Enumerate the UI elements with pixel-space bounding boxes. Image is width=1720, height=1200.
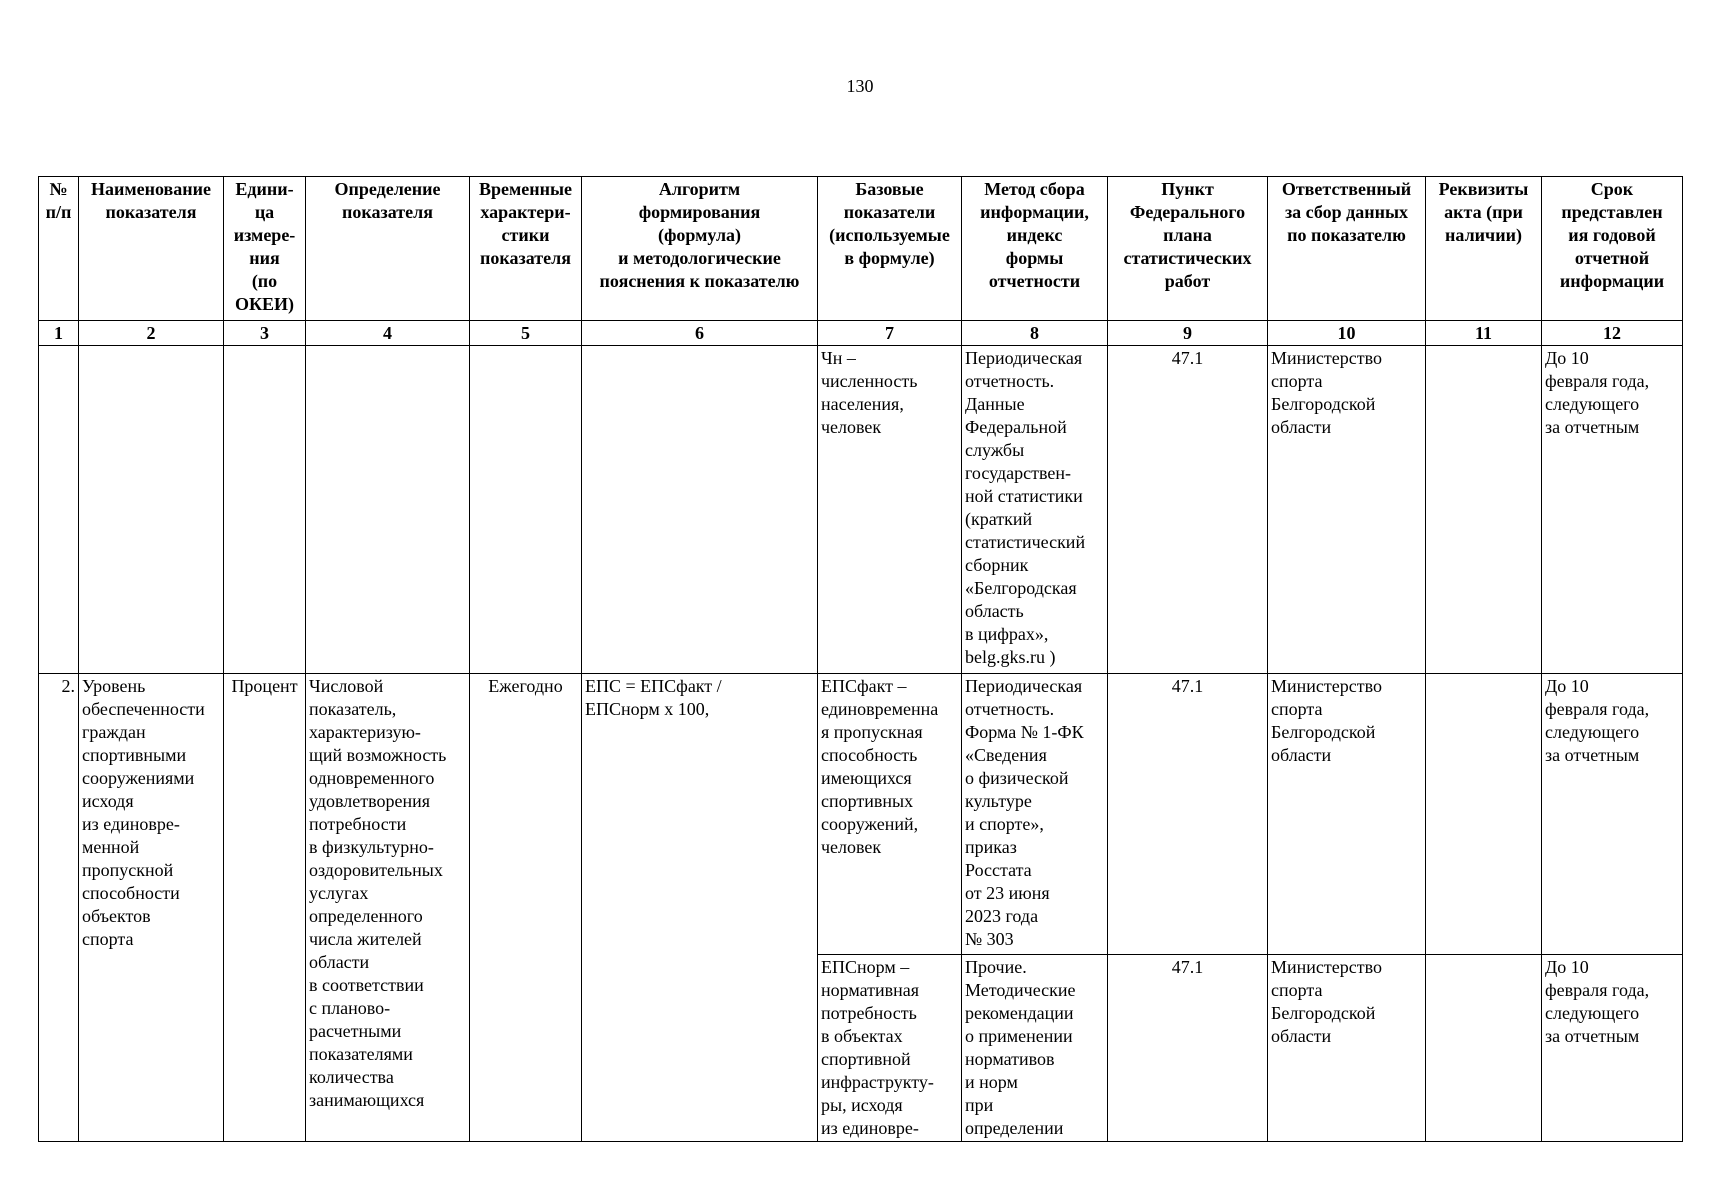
header-cell: Определение показателя (306, 177, 470, 321)
collection-method-cell: Периодическая отчетность. Данные Федеральной службы государствен- ной статистики (краткий статистический сборник «Белгородская область в цифрах», belg.gks.ru ) (962, 346, 1108, 674)
column-number: 2 (79, 321, 224, 346)
base-indicator-cell: Чн – численность населения, человек (818, 346, 962, 674)
definition-cell: Числовой показатель, характеризую- щий возможность одновременного удовлетворения потребности в физкультурно- оздоровительных услугах определенного числа жителей области в соответствии с планово- расчетными показателями количества занимающихся (306, 674, 470, 1142)
column-number: 6 (582, 321, 818, 346)
header-cell: Временные характери- стики показателя (470, 177, 582, 321)
column-number: 4 (306, 321, 470, 346)
row-number-cell: 2. (39, 674, 79, 1142)
table-row-2 (39, 674, 1683, 955)
header-cell: Ответственный за сбор данных по показателю (1268, 177, 1426, 321)
column-number: 5 (470, 321, 582, 346)
act-details-cell (1426, 955, 1542, 1142)
collection-method-cell: Прочие. Методические рекомендации о применении нормативов и норм при определении (962, 955, 1108, 1142)
responsible-cell: Министерство спорта Белгородской области (1268, 955, 1426, 1142)
responsible-cell: Министерство спорта Белгородской области (1268, 674, 1426, 955)
responsible-cell: Министерство спорта Белгородской области (1268, 346, 1426, 674)
base-indicator-cell: ЕПСфакт – единовременна я пропускная способность имеющихся спортивных сооружений, человек (818, 674, 962, 955)
empty-cell (582, 346, 818, 674)
empty-cell (79, 346, 224, 674)
header-cell: Пункт Федерального плана статистических работ (1108, 177, 1268, 321)
plan-item-cell: 47.1 (1108, 346, 1268, 674)
header-cell: № п/п (39, 177, 79, 321)
deadline-cell: До 10 февраля года, следующего за отчетным (1542, 955, 1683, 1142)
deadline-cell: До 10 февраля года, следующего за отчетным (1542, 346, 1683, 674)
header-cell: Едини- ца измере- ния (по ОКЕИ) (224, 177, 306, 321)
header-cell: Алгоритм формирования (формула) и методологические пояснения к показателю (582, 177, 818, 321)
unit-cell: Процент (224, 674, 306, 1142)
table-header-row (39, 177, 1683, 321)
header-cell: Базовые показатели (используемые в формуле) (818, 177, 962, 321)
act-details-cell (1426, 674, 1542, 955)
column-number: 3 (224, 321, 306, 346)
base-indicator-cell: ЕПСнорм – нормативная потребность в объектах спортивной инфраструкту- ры, исходя из единовре- (818, 955, 962, 1142)
page-number: 130 (846, 76, 874, 96)
algorithm-cell: ЕПС = ЕПСфакт / ЕПСнорм х 100, (582, 674, 818, 1142)
empty-cell (470, 346, 582, 674)
header-cell: Реквизиты акта (при наличии) (1426, 177, 1542, 321)
column-number-row (39, 321, 1683, 346)
collection-method-cell: Периодическая отчетность. Форма № 1-ФК «Сведения о физической культуре и спорте», приказ Росстата от 23 июня 2023 года № 303 (962, 674, 1108, 955)
header-cell: Наименование показателя (79, 177, 224, 321)
empty-cell (224, 346, 306, 674)
time-characteristics-cell: Ежегодно (470, 674, 582, 1142)
indicator-name-cell: Уровень обеспеченности граждан спортивными сооружениями исходя из единовре- менной пропускной способности объектов спорта (79, 674, 224, 1142)
act-details-cell (1426, 346, 1542, 674)
plan-item-cell: 47.1 (1108, 955, 1268, 1142)
column-number: 12 (1542, 321, 1683, 346)
column-number: 10 (1268, 321, 1426, 346)
empty-cell (39, 346, 79, 674)
empty-cell (306, 346, 470, 674)
header-cell: Метод сбора информации, индекс формы отчетности (962, 177, 1108, 321)
table-row-continuation (39, 346, 1683, 674)
column-number: 1 (39, 321, 79, 346)
deadline-cell: До 10 февраля года, следующего за отчетным (1542, 674, 1683, 955)
column-number: 8 (962, 321, 1108, 346)
header-cell: Срок представлен ия годовой отчетной информации (1542, 177, 1683, 321)
column-number: 11 (1426, 321, 1542, 346)
column-number: 9 (1108, 321, 1268, 346)
column-number: 7 (818, 321, 962, 346)
plan-item-cell: 47.1 (1108, 674, 1268, 955)
indicators-table (38, 176, 1683, 1142)
